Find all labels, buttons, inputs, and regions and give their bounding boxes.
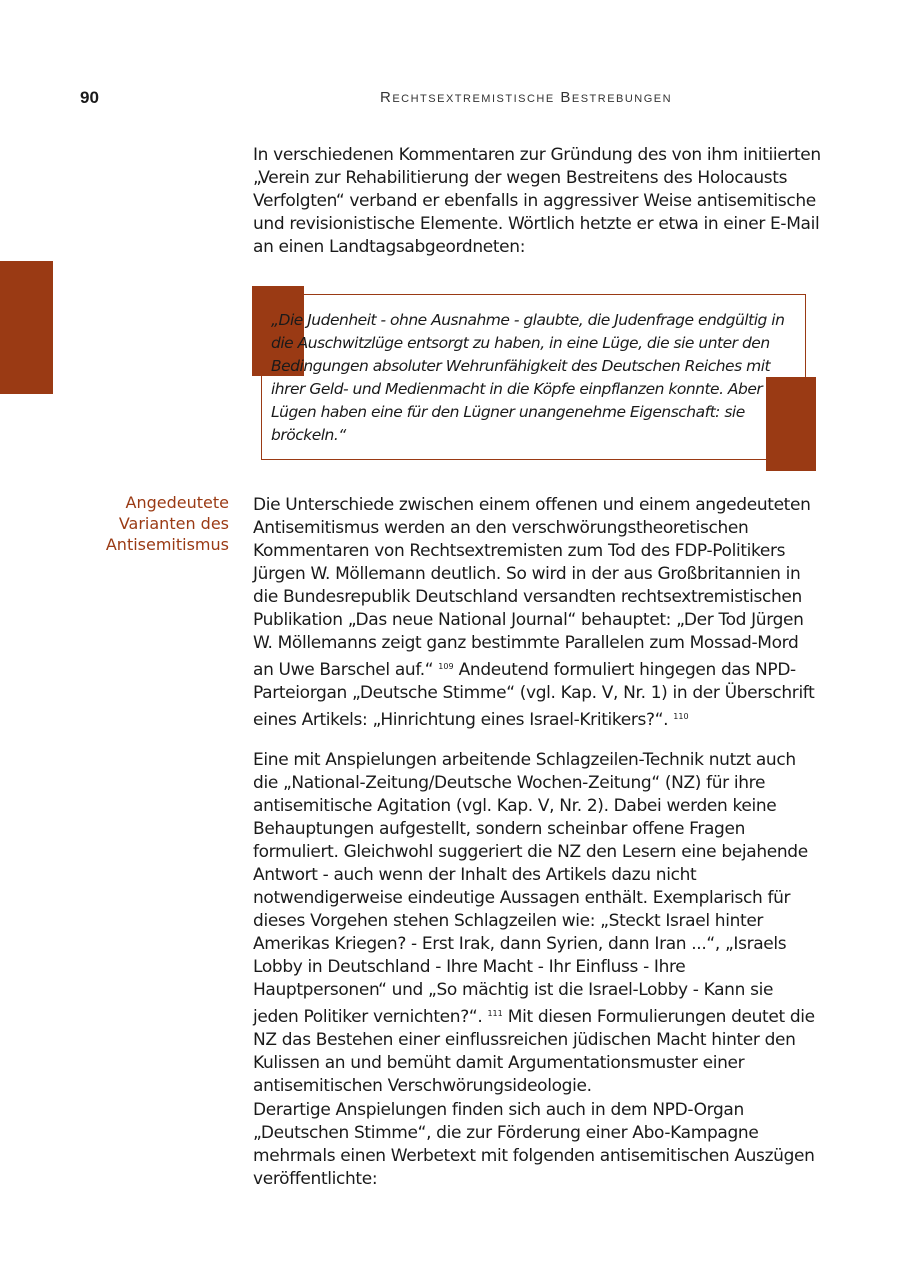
margin-accent-bar — [0, 261, 53, 394]
paragraph-headline-technique — [253, 749, 823, 1098]
block-quote: „Die Judenheit - ohne Ausnahme - glaubte, die Judenfrage endgültig in die Auschwitzlüge entsorgt zu haben, in eine Lüge, die sie unter den Bedingungen absoluter Wehrunfähigkeit des Deutschen Reiches mit ihrer Geld- und Medienmacht in die Köpfe einpflanzen konnte. Aber Lügen haben eine für den Lügner unangenehme Eigenschaft: sie bröckeln.“ — [271, 311, 785, 444]
paragraph-intro: In verschiedenen Kommentaren zur Gründung des von ihm initiierten „Verein zur Rehabilitierung der wegen Bestreitens des Holocausts Verfolgten“ verband er ebenfalls in aggressiver Weise antisemitische und revisionistische Elemente. Wörtlich hetzte er etwa in einer E-Mail an einen Landtagsabgeordneten: — [253, 145, 821, 257]
footnote-marker: 109 — [438, 662, 454, 671]
paragraph-text: Andeutend formuliert hingegen das NPD-Parteiorgan „Deutsche Stimme“ (vgl. Kap. V, Nr. 1) in der Überschrift eines Artikels: „Hinrichtung eines Israel-Kritikers?“. — [253, 660, 815, 730]
page-number: 90 — [80, 88, 99, 107]
footnote-marker: 110 — [673, 712, 689, 721]
margin-note-line: Angedeutete — [125, 493, 229, 512]
running-head: Rechtsextremistische Bestrebungen — [380, 89, 673, 106]
margin-note — [80, 492, 229, 555]
paragraph-text: Mit diesen Formulierungen deutet die NZ das Bestehen einer einflussreichen jüdischen Macht hinter den Kulissen an und bemüht damit Argumentationsmuster einer antisemitischen Verschwörungsideologie. — [253, 1007, 815, 1096]
paragraph-npd-organ: Derartige Anspielungen finden sich auch in dem NPD-Organ „Deutschen Stimme“, die zur Förderung einer Abo-Kampagne mehrmals einen Werbetext mit folgenden antisemitischen Auszügen veröffentlichte: — [253, 1100, 815, 1189]
paragraph-antisemitism-variants — [253, 494, 823, 732]
paragraph-text: Eine mit Anspielungen arbeitende Schlagzeilen-Technik nutzt auch die „National-Zeitung/Deutsche Wochen-Zeitung“ (NZ) für ihre antisemitische Agitation (vgl. Kap. V, Nr. 2). Dabei werden keine Behauptungen aufgestellt, sondern scheinbar offene Fragen formuliert. Gleichwohl suggeriert die NZ den Lesern eine bejahende Antwort - auch wenn der Inhalt des Artikels dazu nicht notwendigerweise eindeutige Aussagen enthält. Exemplarisch für dieses Vorgehen stehen Schlagzeilen wie: „Steckt Israel hinter Amerikas Kriegen? - Erst Irak, dann Syrien, dann Iran ...“, „Israels Lobby in Deutschland - Ihre Macht - Ihr Einfluss - Ihre Hauptpersonen“ und „So mächtig ist die Israel-Lobby - Kann sie jeden Politiker vernichten?“. — [253, 750, 808, 1027]
margin-note-line: Varianten des — [118, 514, 229, 533]
paragraph-text: Die Unterschiede zwischen einem offenen und einem angedeuteten Antisemitismus werden an den verschwörungstheoretischen Kommentaren von Rechtsextremisten zum Tod des FDP-Politikers Jürgen W. Möllemann deutlich. So wird in der aus Großbritannien in die Bundesrepublik Deutschland versandten rechtsextremistischen Publikation „Das neue National Journal“ behauptet: „Der Tod Jürgen W. Möllemanns zeigt ganz bestimmte Parallelen zum Mossad-Mord an Uwe Barschel auf.“ — [253, 495, 811, 680]
footnote-marker: 111 — [487, 1009, 503, 1018]
margin-note-line: Antisemitismus — [105, 535, 229, 554]
